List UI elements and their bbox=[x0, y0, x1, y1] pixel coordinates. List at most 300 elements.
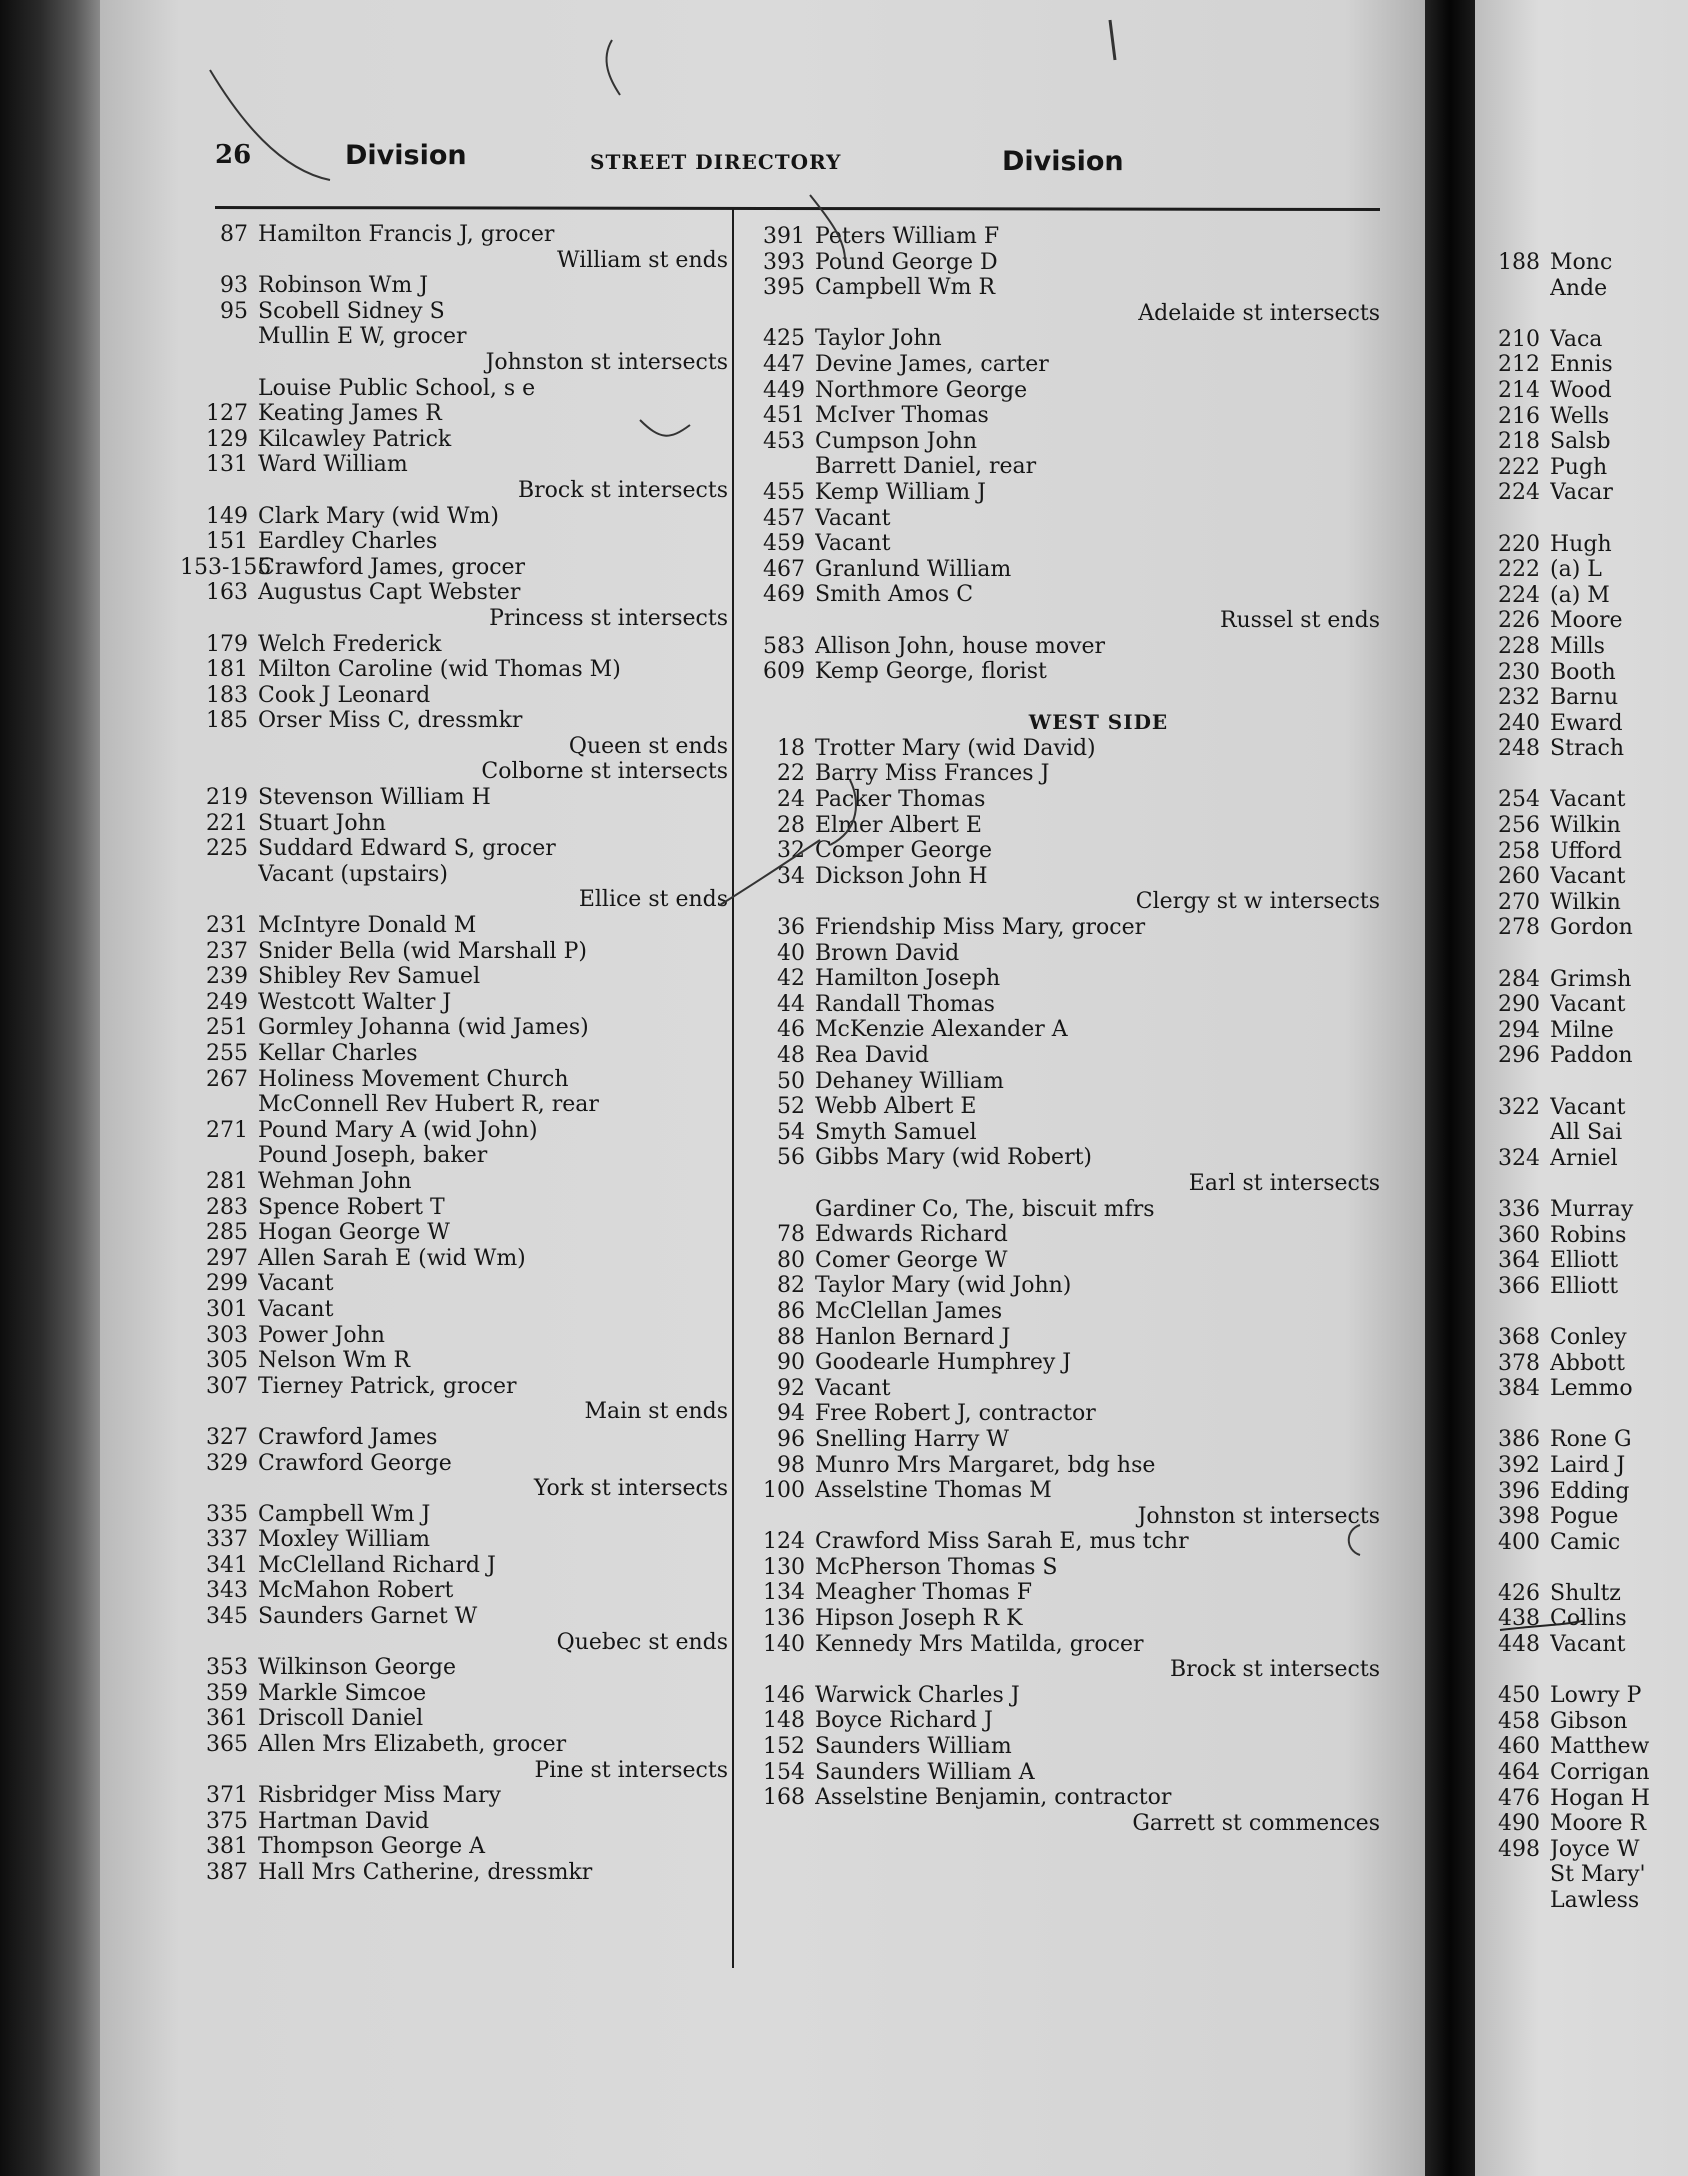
house-number: 284 bbox=[1498, 966, 1540, 992]
entry-text: Power John bbox=[258, 1322, 385, 1348]
directory-entry bbox=[180, 580, 730, 606]
directory-entry bbox=[1480, 276, 1688, 302]
house-number: 386 bbox=[1498, 1427, 1540, 1453]
house-number: 251 bbox=[206, 1015, 248, 1041]
entry-text: Brock st intersects bbox=[1169, 1657, 1380, 1683]
house-number: 393 bbox=[763, 249, 805, 275]
entry-text: William st ends bbox=[556, 247, 728, 273]
entry-text: All Sai bbox=[1550, 1120, 1623, 1146]
house-number: 146 bbox=[763, 1682, 805, 1708]
directory-entry bbox=[180, 683, 730, 709]
directory-entry bbox=[737, 1453, 1382, 1479]
entry-text: Barnu bbox=[1550, 685, 1619, 711]
entry-text: Keating James R bbox=[258, 401, 442, 427]
directory-entry bbox=[737, 838, 1382, 864]
directory-entry bbox=[737, 352, 1382, 378]
directory-entry bbox=[1480, 1223, 1688, 1249]
entry-text: Vacant bbox=[1550, 864, 1626, 890]
house-number bbox=[180, 1630, 258, 1656]
house-number: 364 bbox=[1498, 1248, 1540, 1274]
house-number: 271 bbox=[206, 1117, 248, 1143]
house-number: 220 bbox=[1498, 531, 1540, 557]
entry-text: Johnston st intersects bbox=[1137, 1503, 1380, 1529]
directory-entry bbox=[1480, 378, 1688, 404]
directory-entry bbox=[737, 1580, 1382, 1606]
house-number: 231 bbox=[206, 913, 248, 939]
directory-entry bbox=[1480, 1146, 1688, 1172]
house-number: 365 bbox=[206, 1732, 248, 1758]
house-number: 94 bbox=[777, 1401, 805, 1427]
directory-entry bbox=[1480, 1095, 1688, 1121]
entry-text: Suddard Edward S, grocer bbox=[258, 836, 556, 862]
entry-text: Lawless bbox=[1550, 1888, 1640, 1913]
entry-text: Eardley Charles bbox=[258, 529, 438, 555]
street-crossing-line bbox=[180, 1399, 730, 1425]
directory-entry bbox=[180, 1425, 730, 1451]
house-number: 307 bbox=[206, 1373, 248, 1399]
house-number: 239 bbox=[206, 964, 248, 990]
middle-column bbox=[737, 224, 1382, 1836]
entry-text: McMahon Robert bbox=[258, 1578, 454, 1604]
entry-text bbox=[1550, 301, 1688, 327]
entry-text: McIver Thomas bbox=[815, 403, 989, 429]
house-number: 324 bbox=[1498, 1145, 1540, 1171]
house-number: 278 bbox=[1498, 915, 1540, 941]
directory-entry bbox=[1480, 1811, 1688, 1837]
directory-entry bbox=[180, 785, 730, 811]
entry-text: (a) M bbox=[1550, 582, 1610, 608]
directory-entry bbox=[180, 1553, 730, 1579]
entry-text: Ufford bbox=[1550, 838, 1623, 864]
house-number: 256 bbox=[1498, 813, 1540, 839]
house-number: 498 bbox=[1498, 1836, 1540, 1862]
directory-entry bbox=[737, 1529, 1382, 1555]
entry-text: Rone G bbox=[1550, 1427, 1632, 1453]
directory-entry bbox=[180, 1118, 730, 1144]
page-number: 26 bbox=[215, 140, 252, 170]
entry-text: Campbell Wm J bbox=[258, 1501, 431, 1527]
entry-text: Vaca bbox=[1550, 326, 1603, 352]
house-number: 50 bbox=[777, 1068, 805, 1094]
house-number bbox=[180, 324, 258, 350]
directory-entry bbox=[737, 1094, 1382, 1120]
house-number: 337 bbox=[206, 1527, 248, 1553]
section-heading bbox=[737, 710, 1382, 736]
house-number: 460 bbox=[1498, 1734, 1540, 1760]
directory-entry bbox=[180, 1297, 730, 1323]
house-number bbox=[180, 606, 258, 632]
house-number: 237 bbox=[206, 938, 248, 964]
entry-text bbox=[1550, 1069, 1688, 1095]
house-number: 34 bbox=[777, 863, 805, 889]
entry-text: Arniel bbox=[1550, 1145, 1618, 1171]
entry-text: Mills bbox=[1550, 633, 1605, 659]
entry-text: Rea David bbox=[815, 1043, 929, 1068]
directory-entry bbox=[1480, 1862, 1688, 1888]
house-number: 218 bbox=[1498, 429, 1540, 455]
entry-text: Wells bbox=[1550, 403, 1610, 429]
house-number: 80 bbox=[777, 1247, 805, 1273]
house-number: 360 bbox=[1498, 1222, 1540, 1248]
house-number bbox=[737, 454, 815, 480]
directory-entry bbox=[1480, 1581, 1688, 1607]
directory-entry bbox=[737, 403, 1382, 429]
directory-entry bbox=[1480, 1734, 1688, 1760]
directory-entry bbox=[737, 1555, 1382, 1581]
house-number: 290 bbox=[1498, 992, 1540, 1018]
entry-text bbox=[1550, 1299, 1688, 1325]
directory-entry bbox=[180, 222, 730, 248]
directory-entry bbox=[1480, 864, 1688, 890]
directory-entry bbox=[1480, 1427, 1688, 1453]
entry-text: Pogue bbox=[1550, 1504, 1619, 1530]
house-number bbox=[1480, 1658, 1550, 1684]
entry-text: Campbell Wm R bbox=[815, 275, 996, 301]
house-number: 459 bbox=[763, 531, 805, 557]
street-crossing-line bbox=[180, 1758, 730, 1784]
entry-text: Lowry P bbox=[1550, 1683, 1642, 1709]
entry-text: Princess st intersects bbox=[489, 605, 728, 631]
house-number bbox=[1480, 276, 1550, 302]
directory-entry bbox=[180, 1348, 730, 1374]
entry-text: McKenzie Alexander A bbox=[815, 1017, 1068, 1043]
entry-text: Crawford George bbox=[258, 1450, 452, 1476]
street-crossing-line bbox=[180, 350, 730, 376]
directory-entry bbox=[180, 1681, 730, 1707]
house-number bbox=[1480, 1299, 1550, 1325]
entry-text: Robinson Wm J bbox=[258, 273, 429, 299]
house-number: 124 bbox=[763, 1529, 805, 1555]
directory-entry bbox=[737, 250, 1382, 276]
house-number: 255 bbox=[206, 1041, 248, 1066]
entry-text: Free Robert J, contractor bbox=[815, 1401, 1096, 1427]
entry-text: Wilkinson George bbox=[258, 1655, 456, 1681]
entry-text: Risbridger Miss Mary bbox=[258, 1783, 501, 1809]
street-crossing-line bbox=[737, 1504, 1382, 1530]
house-number: 134 bbox=[763, 1580, 805, 1606]
entry-text: Goodearle Humphrey J bbox=[815, 1350, 1072, 1376]
directory-entry bbox=[737, 1350, 1382, 1376]
house-number bbox=[180, 1758, 258, 1784]
directory-entry bbox=[1480, 762, 1688, 788]
directory-entry bbox=[737, 1017, 1382, 1043]
entry-text: Milne bbox=[1550, 1017, 1614, 1043]
entry-text: McClellan James bbox=[815, 1298, 1003, 1324]
directory-entry bbox=[1480, 1632, 1688, 1658]
street-crossing-line bbox=[737, 889, 1382, 915]
directory-entry bbox=[180, 1860, 730, 1886]
page-gutter bbox=[1425, 0, 1475, 2176]
entry-text: Brock st intersects bbox=[517, 477, 728, 503]
directory-entry bbox=[180, 632, 730, 658]
directory-entry bbox=[180, 1092, 730, 1118]
house-number: 299 bbox=[206, 1271, 248, 1297]
entry-text: Johnston st intersects bbox=[485, 349, 728, 375]
house-number: 98 bbox=[777, 1452, 805, 1478]
entry-text: Stevenson William H bbox=[258, 785, 491, 811]
running-title: STREET DIRECTORY bbox=[590, 150, 842, 174]
house-number: 396 bbox=[1498, 1478, 1540, 1504]
directory-entry bbox=[180, 1732, 730, 1758]
entry-text: St Mary' bbox=[1550, 1862, 1646, 1888]
house-number: 127 bbox=[206, 401, 248, 427]
entry-text bbox=[1550, 1555, 1688, 1581]
directory-entry bbox=[180, 657, 730, 683]
house-number: 212 bbox=[1498, 352, 1540, 378]
house-number: 392 bbox=[1498, 1452, 1540, 1478]
directory-entry bbox=[737, 1427, 1382, 1453]
left-column bbox=[180, 222, 730, 1886]
directory-entry bbox=[1480, 1606, 1688, 1632]
house-number: 395 bbox=[763, 275, 805, 301]
entry-text: Gordon bbox=[1550, 915, 1633, 941]
house-number: 36 bbox=[777, 915, 805, 941]
entry-text: Abbott bbox=[1550, 1350, 1625, 1376]
house-number: 18 bbox=[777, 735, 805, 761]
house-number: 301 bbox=[206, 1296, 248, 1322]
street-crossing-line bbox=[737, 1657, 1382, 1683]
house-number: 361 bbox=[206, 1706, 248, 1732]
directory-entry bbox=[1480, 634, 1688, 660]
entry-text: Scobell Sidney S bbox=[258, 298, 445, 324]
entry-text: Cumpson John bbox=[815, 428, 978, 454]
house-number bbox=[180, 1092, 258, 1118]
house-number: 54 bbox=[777, 1119, 805, 1145]
entry-text: Kemp William J bbox=[815, 479, 986, 505]
directory-entry bbox=[737, 915, 1382, 941]
street-name-right: Division bbox=[1002, 146, 1124, 177]
entry-text: Smyth Samuel bbox=[815, 1119, 977, 1145]
directory-entry bbox=[180, 1374, 730, 1400]
house-number: 455 bbox=[763, 479, 805, 505]
directory-entry bbox=[737, 1760, 1382, 1786]
house-number bbox=[737, 1811, 815, 1837]
entry-text: Markle Simcoe bbox=[258, 1680, 427, 1706]
entry-text: Devine James, carter bbox=[815, 351, 1049, 377]
street-crossing-line bbox=[180, 1476, 730, 1502]
house-number bbox=[737, 889, 815, 915]
house-number: 22 bbox=[777, 761, 805, 787]
street-crossing-line bbox=[737, 301, 1382, 327]
house-number: 359 bbox=[206, 1680, 248, 1706]
entry-text: Murray bbox=[1550, 1196, 1634, 1222]
house-number: 296 bbox=[1498, 1043, 1540, 1069]
entry-text: Laird J bbox=[1550, 1452, 1626, 1478]
entry-text: Mullin E W, grocer bbox=[258, 324, 467, 350]
entry-text: Moore bbox=[1550, 608, 1623, 634]
entry-text: Dehaney William bbox=[815, 1068, 1004, 1094]
house-number: 56 bbox=[777, 1145, 805, 1171]
house-number bbox=[1480, 1402, 1550, 1428]
house-number: 46 bbox=[777, 1017, 805, 1043]
entry-text: Allen Sarah E (wid Wm) bbox=[258, 1245, 526, 1271]
directory-entry bbox=[737, 736, 1382, 762]
entry-text: Driscoll Daniel bbox=[258, 1706, 424, 1732]
entry-text: Vacar bbox=[1550, 480, 1613, 506]
house-number: 583 bbox=[763, 633, 805, 659]
entry-text: Crawford Miss Sarah E, mus tchr bbox=[815, 1529, 1189, 1555]
house-number bbox=[1480, 1120, 1550, 1146]
entry-text: Conley bbox=[1550, 1324, 1627, 1350]
entry-text: Asselstine Benjamin, contractor bbox=[815, 1785, 1172, 1811]
house-number bbox=[1480, 941, 1550, 967]
entry-text: Milton Caroline (wid Thomas M) bbox=[258, 657, 621, 683]
entry-text: Allison John, house mover bbox=[815, 633, 1106, 659]
directory-entry bbox=[1480, 455, 1688, 481]
entry-text: Booth bbox=[1550, 659, 1616, 685]
entry-text: Comper George bbox=[815, 838, 993, 864]
house-number bbox=[737, 301, 815, 327]
house-number: 248 bbox=[1498, 736, 1540, 762]
house-number: 297 bbox=[206, 1245, 248, 1271]
entry-text: Robins bbox=[1550, 1222, 1627, 1248]
directory-entry bbox=[1480, 1325, 1688, 1351]
entry-text: Vacant bbox=[258, 1296, 334, 1322]
directory-entry bbox=[1480, 941, 1688, 967]
entry-text: Brown David bbox=[815, 940, 960, 966]
house-number: 476 bbox=[1498, 1785, 1540, 1811]
entry-text: Ennis bbox=[1550, 352, 1613, 378]
house-number: 32 bbox=[777, 838, 805, 864]
house-number: 294 bbox=[1498, 1017, 1540, 1043]
entry-text bbox=[1550, 1171, 1688, 1197]
house-number: 322 bbox=[1498, 1094, 1540, 1120]
house-number: 336 bbox=[1498, 1196, 1540, 1222]
directory-entry bbox=[737, 224, 1382, 250]
house-number: 368 bbox=[1498, 1324, 1540, 1350]
house-number: 438 bbox=[1498, 1606, 1540, 1632]
house-number: 366 bbox=[1498, 1273, 1540, 1299]
house-number: 458 bbox=[1498, 1708, 1540, 1734]
entry-text: Spence Robert T bbox=[258, 1194, 445, 1220]
directory-entry bbox=[1480, 557, 1688, 583]
directory-entry bbox=[1480, 608, 1688, 634]
entry-text: Joyce W bbox=[1550, 1836, 1640, 1862]
directory-entry bbox=[737, 659, 1382, 685]
entry-text: Webb Albert E bbox=[815, 1094, 977, 1120]
entry-text: Colborne st intersects bbox=[481, 759, 728, 785]
directory-entry bbox=[180, 1246, 730, 1272]
house-number bbox=[1480, 1555, 1550, 1581]
entry-text: Hogan H bbox=[1550, 1785, 1650, 1811]
directory-entry bbox=[1480, 1504, 1688, 1530]
entry-text: Louise Public School, s e bbox=[258, 375, 536, 401]
house-number: 305 bbox=[206, 1348, 248, 1374]
entry-text: Gibbs Mary (wid Robert) bbox=[815, 1145, 1093, 1171]
house-number bbox=[737, 1504, 815, 1530]
entry-text: Holiness Movement Church bbox=[258, 1066, 569, 1092]
entry-text bbox=[1550, 762, 1688, 788]
directory-entry bbox=[180, 452, 730, 478]
directory-entry bbox=[1480, 429, 1688, 455]
entry-text: Vacant bbox=[1550, 1632, 1626, 1658]
house-number bbox=[1480, 1171, 1550, 1197]
directory-entry bbox=[737, 506, 1382, 532]
entry-text: Hamilton Joseph bbox=[815, 966, 1001, 992]
house-number: 42 bbox=[777, 966, 805, 992]
house-number: 391 bbox=[763, 224, 805, 249]
street-crossing-line bbox=[737, 1811, 1382, 1837]
directory-entry bbox=[180, 1834, 730, 1860]
directory-entry bbox=[737, 480, 1382, 506]
house-number: 270 bbox=[1498, 889, 1540, 915]
directory-entry bbox=[737, 429, 1382, 455]
directory-entry bbox=[1480, 1248, 1688, 1274]
directory-entry bbox=[180, 708, 730, 734]
entry-text: Queen st ends bbox=[568, 733, 728, 759]
directory-entry bbox=[1480, 250, 1688, 276]
directory-entry bbox=[737, 1248, 1382, 1274]
house-number: 183 bbox=[206, 682, 248, 708]
entry-text: Thompson George A bbox=[258, 1834, 486, 1860]
street-name-left: Division bbox=[345, 140, 467, 171]
directory-entry bbox=[1480, 1888, 1688, 1914]
street-crossing-line bbox=[737, 608, 1382, 634]
column-divider bbox=[732, 208, 734, 1968]
entry-text: Munro Mrs Margaret, bdg hse bbox=[815, 1452, 1156, 1478]
entry-text: Wood bbox=[1550, 377, 1612, 403]
entry-text: Moxley William bbox=[258, 1527, 431, 1553]
house-number: 453 bbox=[763, 428, 805, 454]
directory-entry bbox=[737, 1376, 1382, 1402]
directory-entry bbox=[180, 324, 730, 350]
house-number: 181 bbox=[206, 657, 248, 683]
house-number: 149 bbox=[206, 503, 248, 529]
house-number: 464 bbox=[1498, 1760, 1540, 1786]
house-number: 210 bbox=[1498, 326, 1540, 352]
house-number: 100 bbox=[763, 1478, 805, 1504]
house-number: 381 bbox=[206, 1834, 248, 1860]
entry-text: Earl st intersects bbox=[1188, 1170, 1380, 1196]
entry-text: WEST SIDE bbox=[1028, 710, 1169, 735]
entry-text: Vacant (upstairs) bbox=[258, 861, 448, 887]
directory-entry bbox=[1480, 301, 1688, 327]
house-number bbox=[180, 376, 258, 402]
entry-text: Friendship Miss Mary, grocer bbox=[815, 915, 1146, 941]
directory-entry bbox=[1480, 1299, 1688, 1325]
directory-entry bbox=[737, 1478, 1382, 1504]
entry-text: Pound Joseph, baker bbox=[258, 1143, 488, 1169]
entry-text: Ande bbox=[1550, 275, 1608, 301]
directory-entry bbox=[180, 1655, 730, 1681]
directory-entry bbox=[180, 964, 730, 990]
entry-text: Salsb bbox=[1550, 429, 1611, 455]
entry-text: Adelaide st intersects bbox=[1138, 300, 1380, 326]
entry-text: Asselstine Thomas M bbox=[815, 1478, 1052, 1504]
house-number: 371 bbox=[206, 1783, 248, 1809]
entry-text: Boyce Richard J bbox=[815, 1708, 993, 1734]
entry-text: Snider Bella (wid Marshall P) bbox=[258, 938, 587, 964]
house-number bbox=[180, 350, 258, 376]
entry-text: Hugh bbox=[1550, 531, 1612, 557]
directory-entry bbox=[737, 1069, 1382, 1095]
entry-text: Shultz bbox=[1550, 1580, 1621, 1606]
directory-entry bbox=[1480, 1760, 1688, 1786]
house-number: 92 bbox=[777, 1375, 805, 1401]
directory-entry bbox=[180, 1015, 730, 1041]
house-number: 447 bbox=[763, 351, 805, 377]
directory-entry bbox=[1480, 1709, 1688, 1735]
house-number: 335 bbox=[206, 1501, 248, 1527]
directory-entry bbox=[1480, 1658, 1688, 1684]
entry-text: Vacant bbox=[815, 1375, 891, 1401]
entry-text: Westcott Walter J bbox=[258, 989, 452, 1015]
directory-entry bbox=[737, 1273, 1382, 1299]
facing-page-column bbox=[1480, 250, 1688, 1914]
directory-entry bbox=[180, 836, 730, 862]
house-number: 225 bbox=[206, 836, 248, 862]
directory-entry bbox=[1480, 1837, 1688, 1863]
